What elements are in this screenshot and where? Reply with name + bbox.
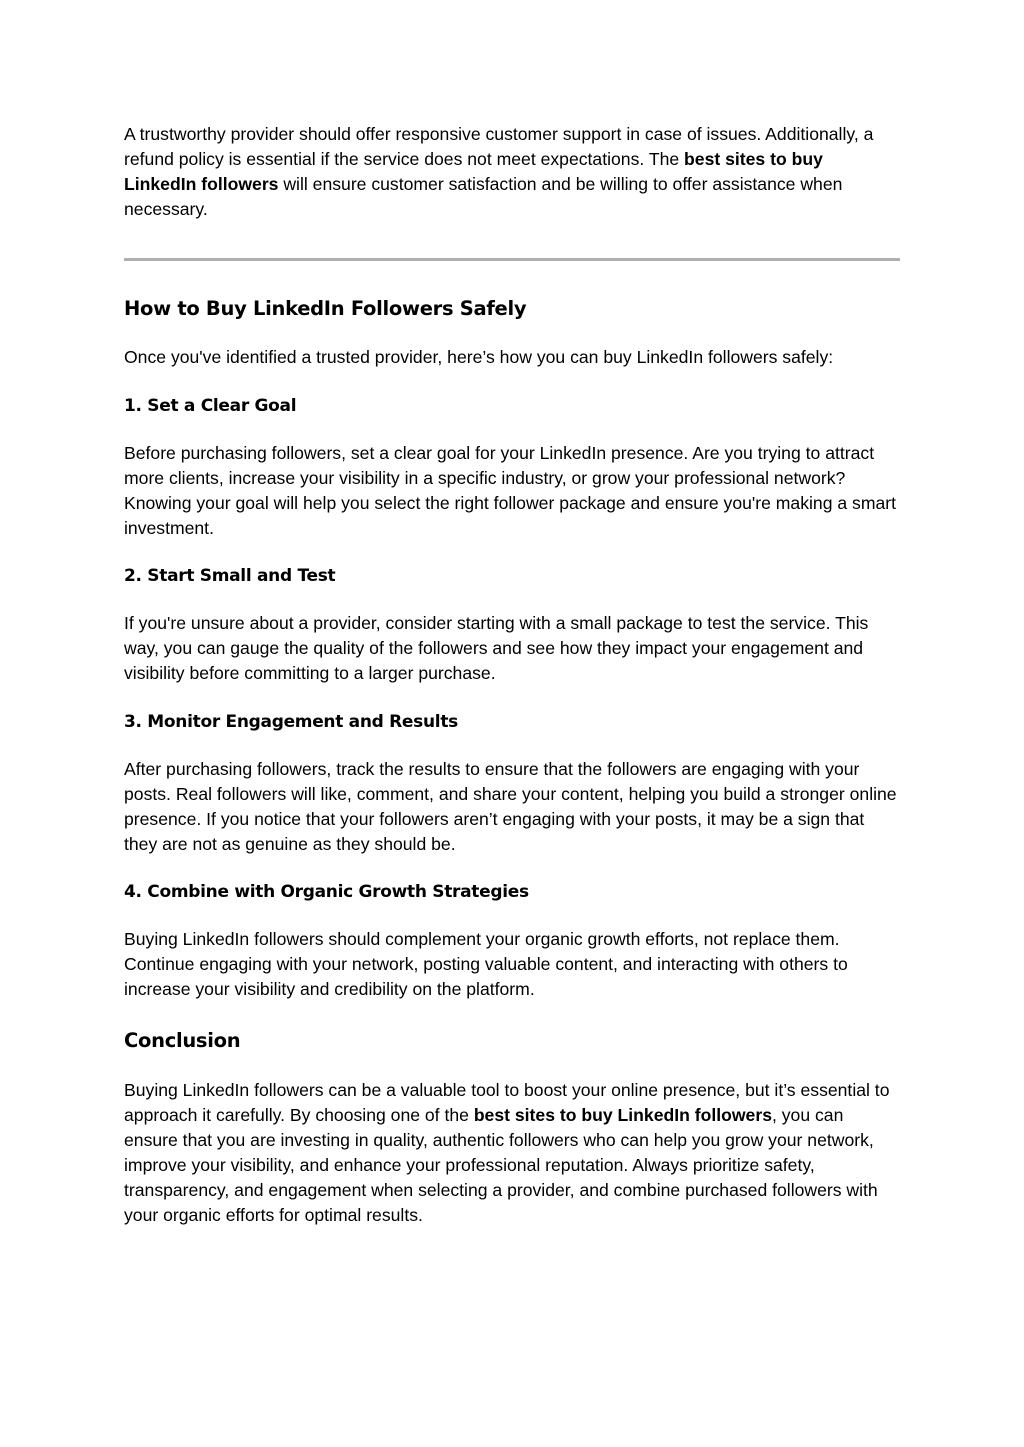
how-to-heading: How to Buy LinkedIn Followers Safely <box>124 297 527 320</box>
intro-text-before: A trustworthy provider should offer responsive customer support in case of issues. Additionally, a refund policy is essential if the service does not meet expectations. The <box>124 124 874 169</box>
step-4-heading: 4. Combine with Organic Growth Strategies <box>124 882 529 902</box>
step-1-heading: 1. Set a Clear Goal <box>124 396 297 416</box>
step-4-paragraph: Buying LinkedIn followers should complement your organic growth efforts, not replace them. Continue engaging with your network, posting valuable content, and interacting with others to increase your visibility and credibility on the platform. <box>124 929 848 999</box>
step-2-paragraph: If you're unsure about a provider, consider starting with a small package to test the service. This way, you can gauge the quality of the followers and see how they impact your engagement and visibility before committing to a larger purchase. <box>124 613 869 683</box>
step-3-paragraph: After purchasing followers, track the results to ensure that the followers are engaging with your posts. Real followers will like, comment, and share your content, helping you build a stronger online presence. If you notice that your followers aren’t engaging with your posts, it may be a sign that they are not as genuine as they should be. <box>124 759 897 854</box>
intro-bold-keyword: best sites to buy LinkedIn followers <box>124 149 823 194</box>
conclusion-paragraph <box>124 1078 900 1228</box>
section-divider <box>124 258 900 261</box>
step-2-heading: 2. Start Small and Test <box>124 566 336 586</box>
step-1-paragraph: Before purchasing followers, set a clear goal for your LinkedIn presence. Are you trying to attract more clients, increase your visibility in a specific industry, or grow your professional network? Knowing your goal will help you select the right follower package and ensure you're making a smart investment. <box>124 443 897 538</box>
document-page <box>124 122 900 1228</box>
conclusion-heading: Conclusion <box>124 1029 241 1052</box>
how-to-lead-paragraph: Once you've identified a trusted provider, here’s how you can buy LinkedIn followers safely: <box>124 347 834 367</box>
conclusion-text-after: , you can ensure that you are investing in quality, authentic followers who can help you grow your network, improve your visibility, and enhance your professional reputation. Always prioritize safety, transparency, and engagement when selecting a provider, and combine purchased followers with your organic efforts for optimal results. <box>124 1105 878 1225</box>
conclusion-text-before: Buying LinkedIn followers can be a valuable tool to boost your online presence, but it’s essential to approach it carefully. By choosing one of the <box>124 1080 890 1125</box>
step-3-heading: 3. Monitor Engagement and Results <box>124 712 458 732</box>
intro-text-after: will ensure customer satisfaction and be willing to offer assistance when necessary. <box>124 174 843 219</box>
conclusion-bold-keyword: best sites to buy LinkedIn followers <box>473 1105 772 1125</box>
intro-paragraph <box>124 122 900 222</box>
